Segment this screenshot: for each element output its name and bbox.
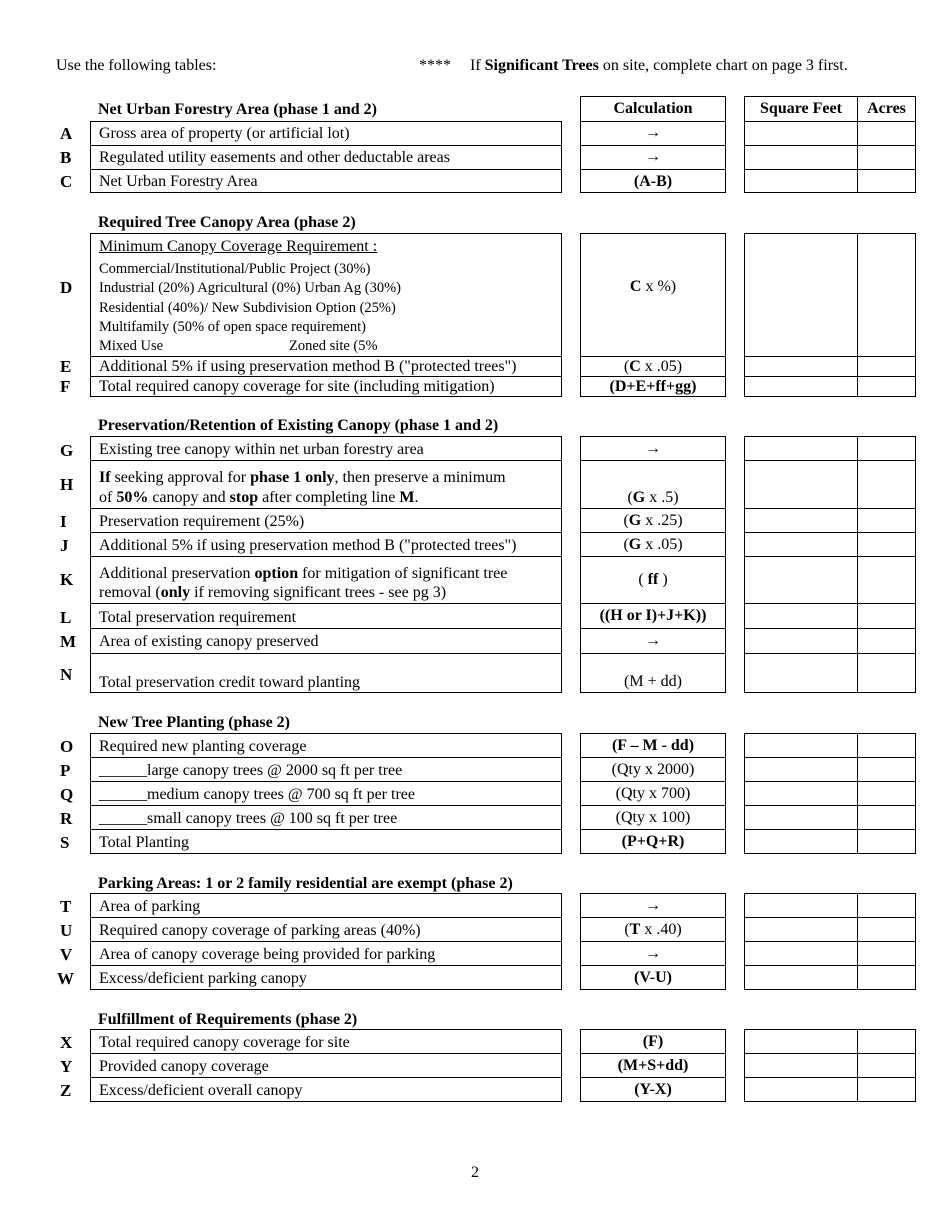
row-x-description: Total required canopy coverage for site (90, 1029, 562, 1054)
intro-text: Use the following tables: (56, 57, 217, 74)
row-s-description: Total Planting (90, 829, 562, 854)
row-r-description: ______small canopy trees @ 100 sq ft per tree (90, 805, 562, 830)
section-parking-areas: Parking Areas: 1 or 2 family residential are exempt (phase 2) (98, 875, 513, 892)
row-label-h: H (60, 475, 74, 494)
row-e-description: Additional 5% if using preservation method B ("protected trees") (90, 356, 562, 377)
row-e-acres-cell[interactable] (857, 356, 916, 377)
row-a-description: Gross area of property (or artificial lot) (90, 121, 562, 146)
row-h-acres-cell[interactable] (857, 460, 916, 509)
row-h-description: If seeking approval for phase 1 only, then preserve a minimum of 50% canopy and stop after completing line M. (90, 460, 562, 509)
section-net-urban-forestry: Net Urban Forestry Area (phase 1 and 2) (98, 101, 377, 118)
row-r-quantity-blank[interactable]: ______ (99, 810, 147, 827)
row-d-square-feet-cell[interactable] (744, 233, 858, 357)
significant-trees-note: If Significant Trees on site, complete chart on page 3 first. (470, 57, 848, 74)
row-l-square-feet-cell[interactable] (744, 603, 858, 629)
row-label-z: Z (60, 1081, 72, 1100)
row-label-t: T (60, 897, 72, 916)
row-x-acres-cell[interactable] (857, 1029, 916, 1054)
row-label-k: K (60, 570, 74, 589)
row-n-calculation: (M + dd) (580, 653, 726, 693)
row-k-square-feet-cell[interactable] (744, 556, 858, 604)
row-z-acres-cell[interactable] (857, 1077, 916, 1102)
row-d-acres-cell[interactable] (857, 233, 916, 357)
row-f-calculation: (D+E+ff+gg) (580, 376, 726, 397)
row-m-calculation: → (580, 628, 726, 654)
row-s-acres-cell[interactable] (857, 829, 916, 854)
row-label-v: V (60, 945, 73, 964)
row-n-acres-cell[interactable] (857, 653, 916, 693)
row-l-acres-cell[interactable] (857, 603, 916, 629)
row-o-description: Required new planting coverage (90, 733, 562, 758)
row-r-calculation: (Qty x 100) (580, 805, 726, 830)
section-preservation: Preservation/Retention of Existing Canopy (phase 1 and 2) (98, 417, 499, 434)
row-d-calculation: C x %) (580, 233, 726, 357)
page-number: 2 (471, 1164, 479, 1181)
row-label-i: I (60, 512, 67, 531)
row-label-a: A (60, 124, 73, 143)
row-p-square-feet-cell[interactable] (744, 757, 858, 782)
row-w-square-feet-cell[interactable] (744, 965, 858, 990)
row-c-acres-cell[interactable] (857, 169, 916, 193)
row-p-calculation: (Qty x 2000) (580, 757, 726, 782)
row-l-calculation: ((H or I)+J+K)) (580, 603, 726, 629)
row-label-l: L (60, 608, 72, 627)
row-u-square-feet-cell[interactable] (744, 917, 858, 942)
row-label-c: C (60, 172, 73, 191)
row-q-quantity-blank[interactable]: ______ (99, 786, 147, 803)
row-label-x: X (60, 1033, 73, 1052)
row-q-square-feet-cell[interactable] (744, 781, 858, 806)
row-x-calculation: (F) (580, 1029, 726, 1054)
row-label-o: O (60, 737, 74, 756)
section-required-canopy: Required Tree Canopy Area (phase 2) (98, 214, 356, 231)
row-j-description: Additional 5% if using preservation method B ("protected trees") (90, 532, 562, 557)
row-u-description: Required canopy coverage of parking areas (40%) (90, 917, 562, 942)
intro-stars: **** (419, 57, 451, 74)
row-l-description: Total preservation requirement (90, 603, 562, 629)
row-label-f: F (60, 377, 71, 396)
row-b-acres-cell[interactable] (857, 145, 916, 170)
row-v-square-feet-cell[interactable] (744, 941, 858, 966)
row-label-s: S (60, 833, 70, 852)
row-n-description: Total preservation credit toward planting (90, 653, 562, 693)
row-b-square-feet-cell[interactable] (744, 145, 858, 170)
row-y-description: Provided canopy coverage (90, 1053, 562, 1078)
row-label-p: P (60, 761, 71, 780)
row-i-description: Preservation requirement (25%) (90, 508, 562, 533)
row-k-calculation: ( ff ) (580, 556, 726, 604)
row-z-calculation: (Y-X) (580, 1077, 726, 1102)
header-calculation: Calculation (580, 96, 726, 122)
row-w-calculation: (V-U) (580, 965, 726, 990)
row-v-calculation: → (580, 941, 726, 966)
row-f-acres-cell[interactable] (857, 376, 916, 397)
row-z-description: Excess/deficient overall canopy (90, 1077, 562, 1102)
row-m-description: Area of existing canopy preserved (90, 628, 562, 654)
row-o-square-feet-cell[interactable] (744, 733, 858, 758)
row-b-calculation: → (580, 145, 726, 170)
row-c-calculation: (A-B) (580, 169, 726, 193)
row-r-acres-cell[interactable] (857, 805, 916, 830)
row-x-square-feet-cell[interactable] (744, 1029, 858, 1054)
row-b-description: Regulated utility easements and other deductable areas (90, 145, 562, 170)
row-t-description: Area of parking (90, 893, 562, 918)
row-s-calculation: (P+Q+R) (580, 829, 726, 854)
row-i-calculation: (G x .25) (580, 508, 726, 533)
row-k-description: Additional preservation option for mitigation of significant tree removal (only if removing significant trees - see pg 3) (90, 556, 562, 604)
row-g-square-feet-cell[interactable] (744, 436, 858, 461)
row-f-square-feet-cell[interactable] (744, 376, 858, 397)
row-o-acres-cell[interactable] (857, 733, 916, 758)
row-y-acres-cell[interactable] (857, 1053, 916, 1078)
row-o-calculation: (F – M - dd) (580, 733, 726, 758)
row-p-description: ______large canopy trees @ 2000 sq ft per tree (90, 757, 562, 782)
row-t-square-feet-cell[interactable] (744, 893, 858, 918)
row-h-calculation: (G x .5) (580, 460, 726, 509)
header-acres: Acres (857, 96, 916, 122)
row-n-square-feet-cell[interactable] (744, 653, 858, 693)
row-t-acres-cell[interactable] (857, 893, 916, 918)
row-w-description: Excess/deficient parking canopy (90, 965, 562, 990)
row-label-u: U (60, 921, 73, 940)
row-g-description: Existing tree canopy within net urban forestry area (90, 436, 562, 461)
row-f-description: Total required canopy coverage for site (including mitigation) (90, 376, 562, 397)
row-p-acres-cell[interactable] (857, 757, 916, 782)
row-q-acres-cell[interactable] (857, 781, 916, 806)
row-i-acres-cell[interactable] (857, 508, 916, 533)
row-j-square-feet-cell[interactable] (744, 532, 858, 557)
row-u-acres-cell[interactable] (857, 917, 916, 942)
row-t-calculation: → (580, 893, 726, 918)
row-label-y: Y (60, 1057, 73, 1076)
row-v-acres-cell[interactable] (857, 941, 916, 966)
row-y-calculation: (M+S+dd) (580, 1053, 726, 1078)
header-square-feet: Square Feet (744, 96, 858, 122)
row-j-acres-cell[interactable] (857, 532, 916, 557)
row-k-acres-cell[interactable] (857, 556, 916, 604)
row-m-square-feet-cell[interactable] (744, 628, 858, 654)
row-label-n: N (60, 665, 73, 684)
section-new-tree-planting: New Tree Planting (phase 2) (98, 714, 290, 731)
row-j-calculation: (G x .05) (580, 532, 726, 557)
row-a-calculation: → (580, 121, 726, 146)
row-d-description: Minimum Canopy Coverage Requirement : Commercial/Institutional/Public Project (30%) Industrial (20%) Agricultural (0%) Urban Ag (30%) Residential (40%)/ New Subdivision Option (25%) Multifamily (50% of open space requirement) Mixed Use Zoned site (5% (90, 233, 562, 357)
row-i-square-feet-cell[interactable] (744, 508, 858, 533)
row-q-description: ______medium canopy trees @ 700 sq ft per tree (90, 781, 562, 806)
row-y-square-feet-cell[interactable] (744, 1053, 858, 1078)
row-e-calculation: (C x .05) (580, 356, 726, 377)
row-e-square-feet-cell[interactable] (744, 356, 858, 377)
row-z-square-feet-cell[interactable] (744, 1077, 858, 1102)
row-a-acres-cell[interactable] (857, 121, 916, 146)
row-c-description: Net Urban Forestry Area (90, 169, 562, 193)
row-a-square-feet-cell[interactable] (744, 121, 858, 146)
row-label-m: M (60, 632, 77, 651)
row-w-acres-cell[interactable] (857, 965, 916, 990)
row-label-q: Q (60, 785, 74, 804)
row-m-acres-cell[interactable] (857, 628, 916, 654)
row-p-quantity-blank[interactable]: ______ (99, 762, 147, 779)
row-u-calculation: (T x .40) (580, 917, 726, 942)
row-label-b: B (60, 148, 72, 167)
row-q-calculation: (Qty x 700) (580, 781, 726, 806)
row-label-d: D (60, 278, 73, 297)
row-g-acres-cell[interactable] (857, 436, 916, 461)
row-label-w: W (57, 969, 74, 988)
row-g-calculation: → (580, 436, 726, 461)
section-fulfillment: Fulfillment of Requirements (phase 2) (98, 1011, 358, 1028)
row-s-square-feet-cell[interactable] (744, 829, 858, 854)
row-label-g: G (60, 441, 74, 460)
row-h-square-feet-cell[interactable] (744, 460, 858, 509)
row-r-square-feet-cell[interactable] (744, 805, 858, 830)
row-label-e: E (60, 357, 72, 376)
row-label-j: J (60, 536, 69, 555)
row-label-r: R (60, 809, 73, 828)
row-v-description: Area of canopy coverage being provided for parking (90, 941, 562, 966)
row-c-square-feet-cell[interactable] (744, 169, 858, 193)
